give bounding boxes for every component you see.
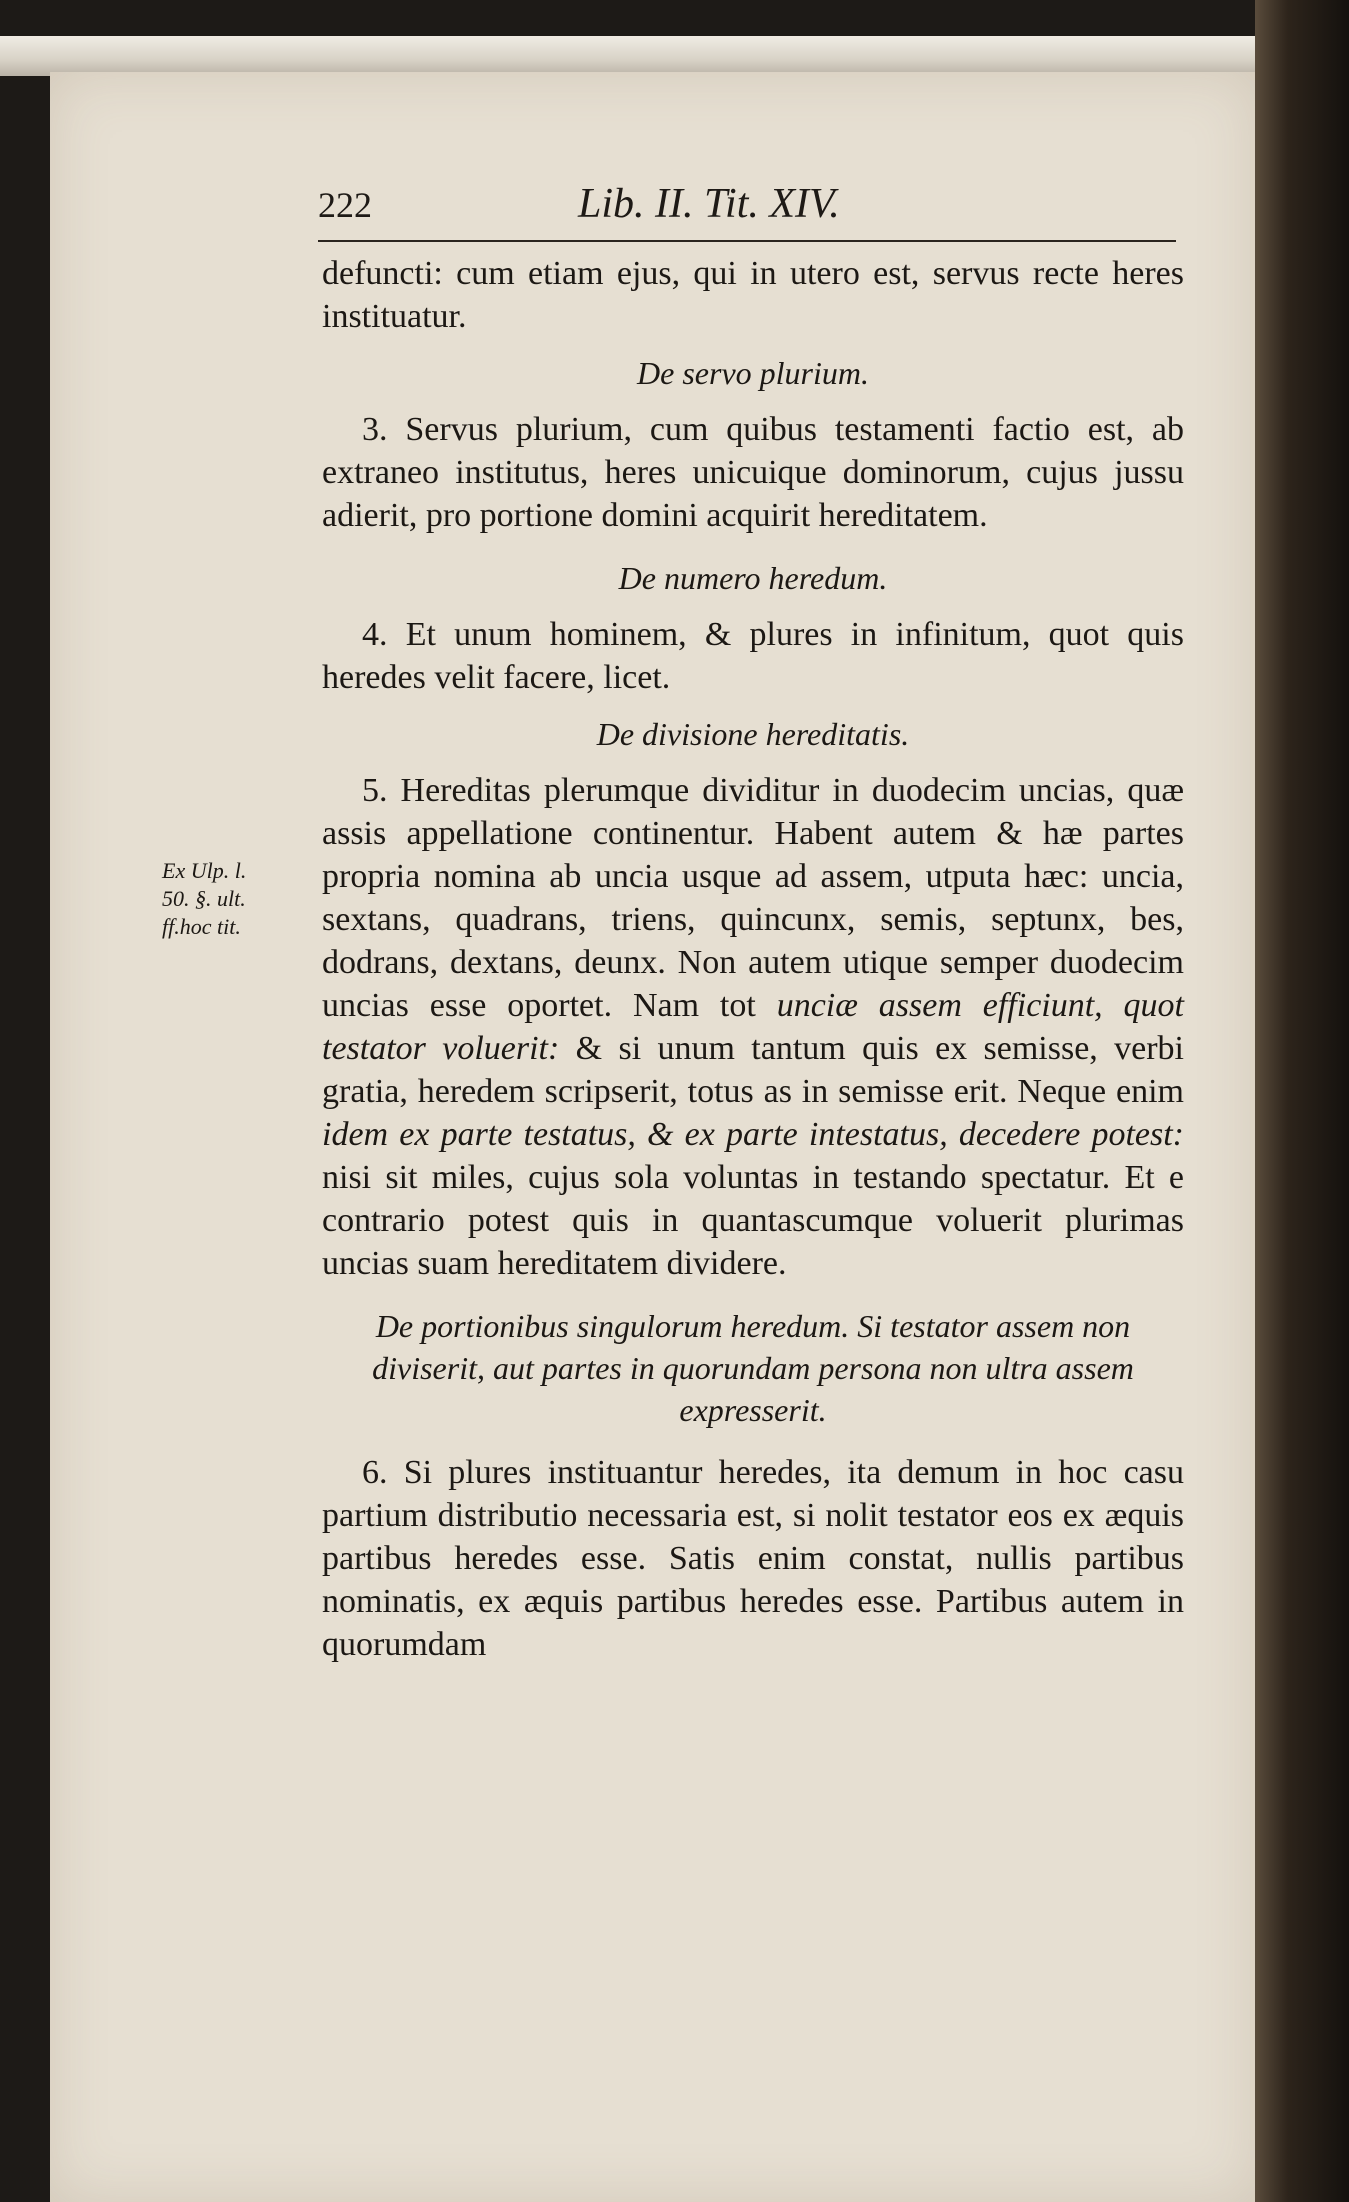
margin-note-line: 50. §. ult.	[162, 886, 246, 911]
section-heading: De portionibus singulorum heredum. Si testator assem non diviserit, aut partes in quorundam persona non ultra assem expresserit.	[372, 1308, 1134, 1428]
page-header	[318, 180, 1168, 236]
paragraph-5-quote: idem ex parte testatus, & ex parte intestatus, decedere potest:	[322, 1116, 1184, 1153]
paragraph-continued: defuncti: cum etiam ejus, qui in utero est, servus recte heres instituatur.	[322, 255, 1184, 335]
page-number: 222	[318, 185, 372, 225]
section-heading: De servo plurium.	[637, 355, 869, 391]
paragraph-5	[322, 769, 1184, 1285]
paragraph-5-text: nisi sit miles, cujus sola voluntas in testando spectatur. Et e contrario potest quis in quantascumque voluerit plurimas uncias suam hereditatem dividere.	[322, 1159, 1184, 1282]
paragraph-5-text: & si unum tantum quis ex semisse, verbi gratia, heredem scripserit, totus as in semisse erit. Neque enim	[322, 1030, 1185, 1110]
paragraph-6: 6. Si plures instituantur heredes, ita demum in hoc casu partium distributio necessaria est, si nolit testator eos ex æquis partibus heredes esse. Satis enim constat, nullis partibus nominatis, ex æquis partibus heredes esse. Partibus autem in quorumdam	[322, 1454, 1184, 1663]
page-body	[322, 252, 1184, 1666]
paragraph-5-text: 5. Hereditas plerumque dividitur in duodecim uncias, quæ assis appellatione continentur. Habent autem & hæ partes propria nomina ab uncia usque ad assem, utputa hæc: uncia, sextans, quadrans, triens, quincunx, semis, septunx, bes, dodrans, dextans, deunx. Non autem utique semper duodecim uncias esse oportet. Nam tot	[322, 772, 1184, 1024]
paragraph-5-quote: unciæ assem efficiunt, quot testator voluerit:	[322, 987, 1184, 1067]
paragraph-3: 3. Servus plurium, cum quibus testamenti factio est, ab extraneo institutus, heres unicuique dominorum, cujus jussu adierit, pro portione domini acquirit hereditatem.	[322, 411, 1184, 534]
book-spine	[1255, 0, 1349, 2202]
paragraph-4: 4. Et unum hominem, & plures in infinitum, quot quis heredes velit facere, licet.	[322, 616, 1184, 696]
section-heading: De numero heredum.	[618, 560, 888, 596]
margin-note	[162, 857, 312, 941]
section-heading: De divisione hereditatis.	[596, 716, 910, 752]
margin-note-line: ff.hoc tit.	[162, 914, 241, 939]
running-title: Lib. II. Tit. XIV.	[578, 181, 840, 227]
top-page-edge	[0, 36, 1270, 76]
header-rule	[318, 240, 1176, 242]
margin-note-line: Ex Ulp. l.	[162, 858, 247, 883]
